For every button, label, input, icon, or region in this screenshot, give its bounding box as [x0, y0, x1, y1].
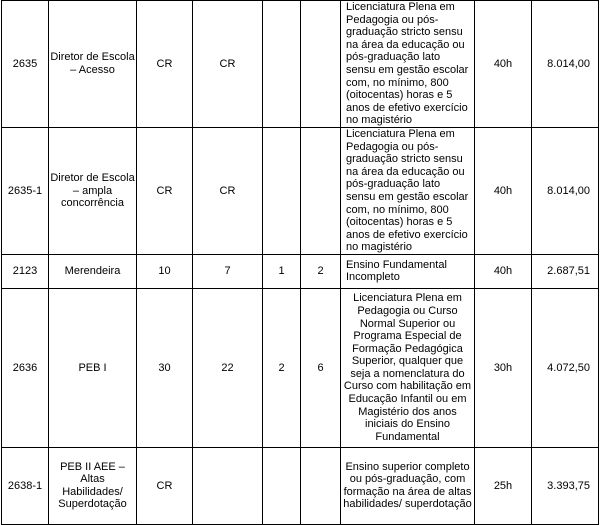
position-cell: Merendeira	[49, 254, 137, 288]
vacancies-pcd-cell	[263, 447, 301, 524]
requirement-cell: Licenciatura Plena em Pedagogia ou Curso Normal Superior ou Programa Especial de Formação Pedagógica Superior, qualquer que seja a nomenclatura do Curso com habilitação em Educação Infantil ou em Magistério dos anos iniciais do Ensino Fundamental	[341, 288, 475, 447]
code-cell: 2635-1	[2, 127, 49, 254]
position-cell: Diretor de Escola – ampla concorrência	[49, 127, 137, 254]
vacancies-negro-cell: 6	[301, 288, 341, 447]
requirement-cell: Licenciatura Plena em Pedagogia ou pós-graduação stricto sensu na área da educação ou pós-graduação lato sensu em gestão escolar com, no mínimo, 800 (oitocentas) horas e 5 anos de efetivo exercício no magistério	[341, 127, 475, 254]
salary-cell: 8.014,00	[532, 1, 599, 128]
requirement-cell: Ensino superior completo ou pós-graduação, com formação na área de altas habilidades/ superdotação	[341, 447, 475, 524]
position-cell: PEB II AEE – Altas Habilidades/ Superdotação	[49, 447, 137, 524]
vacancies-total-cell: CR	[137, 1, 193, 128]
vacancies-total-cell: 30	[137, 288, 193, 447]
vacancies-negro-cell: 2	[301, 254, 341, 288]
salary-cell: 8.014,00	[532, 127, 599, 254]
code-cell: 2635	[2, 1, 49, 128]
requirement-cell: Ensino Fundamental Incompleto	[341, 254, 475, 288]
salary-cell: 2.687,51	[532, 254, 599, 288]
position-cell: PEB I	[49, 288, 137, 447]
table-row	[2, 127, 599, 254]
vacancies-general-cell: 7	[193, 254, 263, 288]
vacancies-pcd-cell	[263, 1, 301, 128]
vacancies-general-cell: CR	[193, 1, 263, 128]
table-row	[2, 447, 599, 524]
code-cell: 2638-1	[2, 447, 49, 524]
workload-cell: 40h	[475, 1, 532, 128]
vacancies-total-cell: 10	[137, 254, 193, 288]
table-row	[2, 1, 599, 128]
vacancies-negro-cell	[301, 447, 341, 524]
workload-cell: 40h	[475, 254, 532, 288]
vacancies-total-cell: CR	[137, 447, 193, 524]
table-row	[2, 254, 599, 288]
workload-cell: 30h	[475, 288, 532, 447]
salary-cell: 4.072,50	[532, 288, 599, 447]
workload-cell: 40h	[475, 127, 532, 254]
code-cell: 2636	[2, 288, 49, 447]
requirement-cell: Licenciatura Plena em Pedagogia ou pós-graduação stricto sensu na área da educação ou pós-graduação lato sensu em gestão escolar com, no mínimo, 800 (oitocentas) horas e 5 anos de efetivo exercício no magistério	[341, 1, 475, 128]
vacancies-pcd-cell	[263, 127, 301, 254]
vacancies-general-cell: 22	[193, 288, 263, 447]
vacancies-pcd-cell: 2	[263, 288, 301, 447]
position-cell: Diretor de Escola – Acesso	[49, 1, 137, 128]
workload-cell: 25h	[475, 447, 532, 524]
vacancies-table	[1, 0, 599, 525]
vacancies-general-cell	[193, 447, 263, 524]
vacancies-negro-cell	[301, 127, 341, 254]
vacancies-total-cell: CR	[137, 127, 193, 254]
vacancies-general-cell: CR	[193, 127, 263, 254]
code-cell: 2123	[2, 254, 49, 288]
vacancies-negro-cell	[301, 1, 341, 128]
salary-cell: 3.393,75	[532, 447, 599, 524]
table-row	[2, 288, 599, 447]
vacancies-pcd-cell: 1	[263, 254, 301, 288]
